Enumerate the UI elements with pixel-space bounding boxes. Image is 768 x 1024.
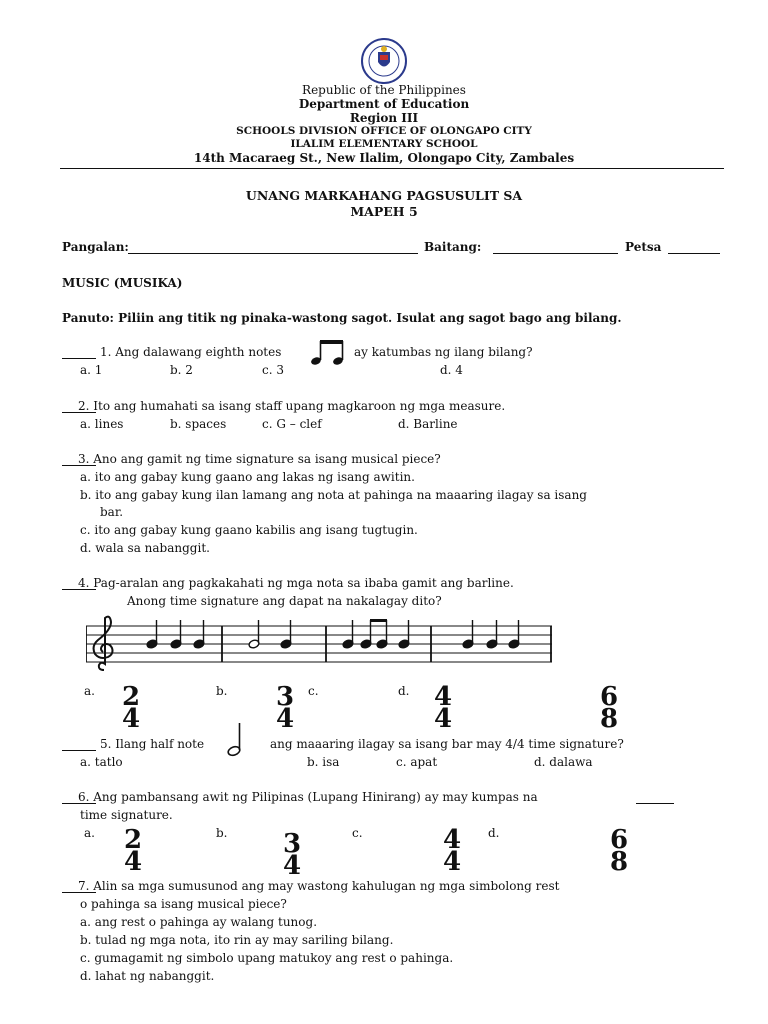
q6-text: 6. Ang pambansang awit ng Pilipinas (Lupang Hinirang) ay may kumpas na bbox=[78, 790, 538, 804]
q4-letter-a: a. bbox=[84, 684, 95, 698]
region-line: Region III bbox=[349, 111, 419, 125]
instruction: Panuto: Piliin ang titik ng pinaka-wastong sagot. Isulat ang sagot bago ang bilang. bbox=[62, 311, 622, 325]
q4-sig-d: 6 8 bbox=[599, 682, 619, 734]
q3-option-d: d. wala sa nabanggit. bbox=[80, 541, 210, 555]
q4-text: 4. Pag-aralan ang pagkakahati ng mga nota sa ibaba gamit ang barline. bbox=[78, 576, 514, 590]
q4-text-2: Anong time signature ang dapat na nakalagay dito? bbox=[127, 594, 442, 608]
q6-letter-b: b. bbox=[216, 826, 228, 840]
q5-option-b: b. isa bbox=[307, 755, 340, 769]
q3-text: 3. Ano ang gamit ng time signature sa isang musical piece? bbox=[78, 452, 441, 466]
school-line: ILALIM ELEMENTARY SCHOOL bbox=[290, 138, 478, 150]
q5-option-d: d. dalawa bbox=[534, 755, 593, 769]
q1-option-b: b. 2 bbox=[170, 363, 193, 377]
q4-sig-a: 2 4 bbox=[121, 682, 141, 734]
date-field[interactable] bbox=[668, 241, 720, 254]
q6-sig-b: 3 4 bbox=[282, 829, 302, 881]
q4-sig-b: 3 4 bbox=[275, 682, 295, 734]
department-line: Department of Education bbox=[298, 97, 470, 111]
q5-option-c: c. apat bbox=[396, 755, 438, 769]
music-staff bbox=[86, 612, 554, 672]
name-label: Pangalan: bbox=[62, 240, 129, 254]
division-line: SCHOOLS DIVISION OFFICE OF OLONGAPO CITY bbox=[236, 125, 532, 137]
q7-option-c: c. gumagamit ng simbolo upang matukoy ang rest o pahinga. bbox=[80, 951, 454, 965]
q1-option-d: d. 4 bbox=[440, 363, 463, 377]
q1-answer-blank[interactable] bbox=[62, 346, 96, 359]
q7-option-d: d. lahat ng nabanggit. bbox=[80, 969, 215, 983]
q2-option-c: c. G – clef bbox=[262, 417, 322, 431]
q1-text-b: ay katumbas ng ilang bilang? bbox=[354, 345, 533, 359]
republic-line: Republic of the Philippines bbox=[302, 83, 466, 97]
half-note-icon bbox=[226, 721, 248, 757]
q2-option-a: a. lines bbox=[80, 417, 124, 431]
exam-title-1: UNANG MARKAHANG PAGSUSULIT SA bbox=[245, 188, 523, 203]
grade-label: Baitang: bbox=[424, 240, 482, 254]
q5-text-a: 5. Ilang half note bbox=[100, 737, 205, 751]
q6-sig-c: 4 4 bbox=[442, 825, 462, 877]
q3-option-a: a. ito ang gabay kung gaano ang lakas ng isang awitin. bbox=[80, 470, 415, 484]
q2-option-d: d. Barline bbox=[398, 417, 458, 431]
q2-option-b: b. spaces bbox=[170, 417, 227, 431]
q2-text: 2. Ito ang humahati sa isang staff upang magkaroon ng mga measure. bbox=[78, 399, 506, 413]
date-label: Petsa bbox=[625, 240, 662, 254]
q6-text-2: time signature. bbox=[80, 808, 173, 822]
q1-option-a: a. 1 bbox=[80, 363, 103, 377]
q6-letter-d: d. bbox=[488, 826, 500, 840]
section-title: MUSIC (MUSIKA) bbox=[62, 276, 183, 290]
q3-option-c: c. ito ang gabay kung gaano kabilis ang isang tugtugin. bbox=[80, 523, 418, 537]
q6-sig-d: 6 8 bbox=[609, 825, 629, 877]
q5-text-b: ang maaaring ilagay sa isang bar may 4/4 time signature? bbox=[270, 737, 624, 751]
q6-letter-c: c. bbox=[352, 826, 363, 840]
q1-option-c: c. 3 bbox=[262, 363, 284, 377]
q3-option-b: b. ito ang gabay kung ilan lamang ang nota at pahinga na maaaring ilagay sa isang bbox=[80, 488, 587, 502]
q4-letter-d: d. bbox=[398, 684, 410, 698]
q7-option-b: b. tulad ng mga nota, ito rin ay may sariling bilang. bbox=[80, 933, 394, 947]
q4-letter-b: b. bbox=[216, 684, 228, 698]
q4-letter-c: c. bbox=[308, 684, 319, 698]
q6-inline-blank[interactable] bbox=[636, 791, 674, 804]
q6-letter-a: a. bbox=[84, 826, 95, 840]
name-field[interactable] bbox=[128, 241, 418, 254]
q3-option-b-cont: bar. bbox=[100, 505, 124, 519]
q6-sig-a: 2 4 bbox=[123, 825, 143, 877]
q4-sig-c: 4 4 bbox=[433, 682, 453, 734]
q7-option-a: a. ang rest o pahinga ay walang tunog. bbox=[80, 915, 318, 929]
address-line: 14th Macaraeg St., New Ilalim, Olongapo City, Zambales bbox=[193, 151, 575, 165]
q7-text: 7. Alin sa mga sumusunod ang may wastong kahulugan ng mga simbolong rest bbox=[78, 879, 560, 893]
exam-title-2: MAPEH 5 bbox=[350, 204, 418, 219]
grade-field[interactable] bbox=[493, 241, 618, 254]
q7-text-2: o pahinga sa isang musical piece? bbox=[80, 897, 287, 911]
deped-seal bbox=[349, 38, 419, 84]
eighth-notes-icon bbox=[310, 338, 346, 366]
q5-answer-blank[interactable] bbox=[62, 738, 96, 751]
header-rule bbox=[60, 168, 724, 169]
q1-text-a: 1. Ang dalawang eighth notes bbox=[100, 345, 282, 359]
q5-option-a: a. tatlo bbox=[80, 755, 123, 769]
